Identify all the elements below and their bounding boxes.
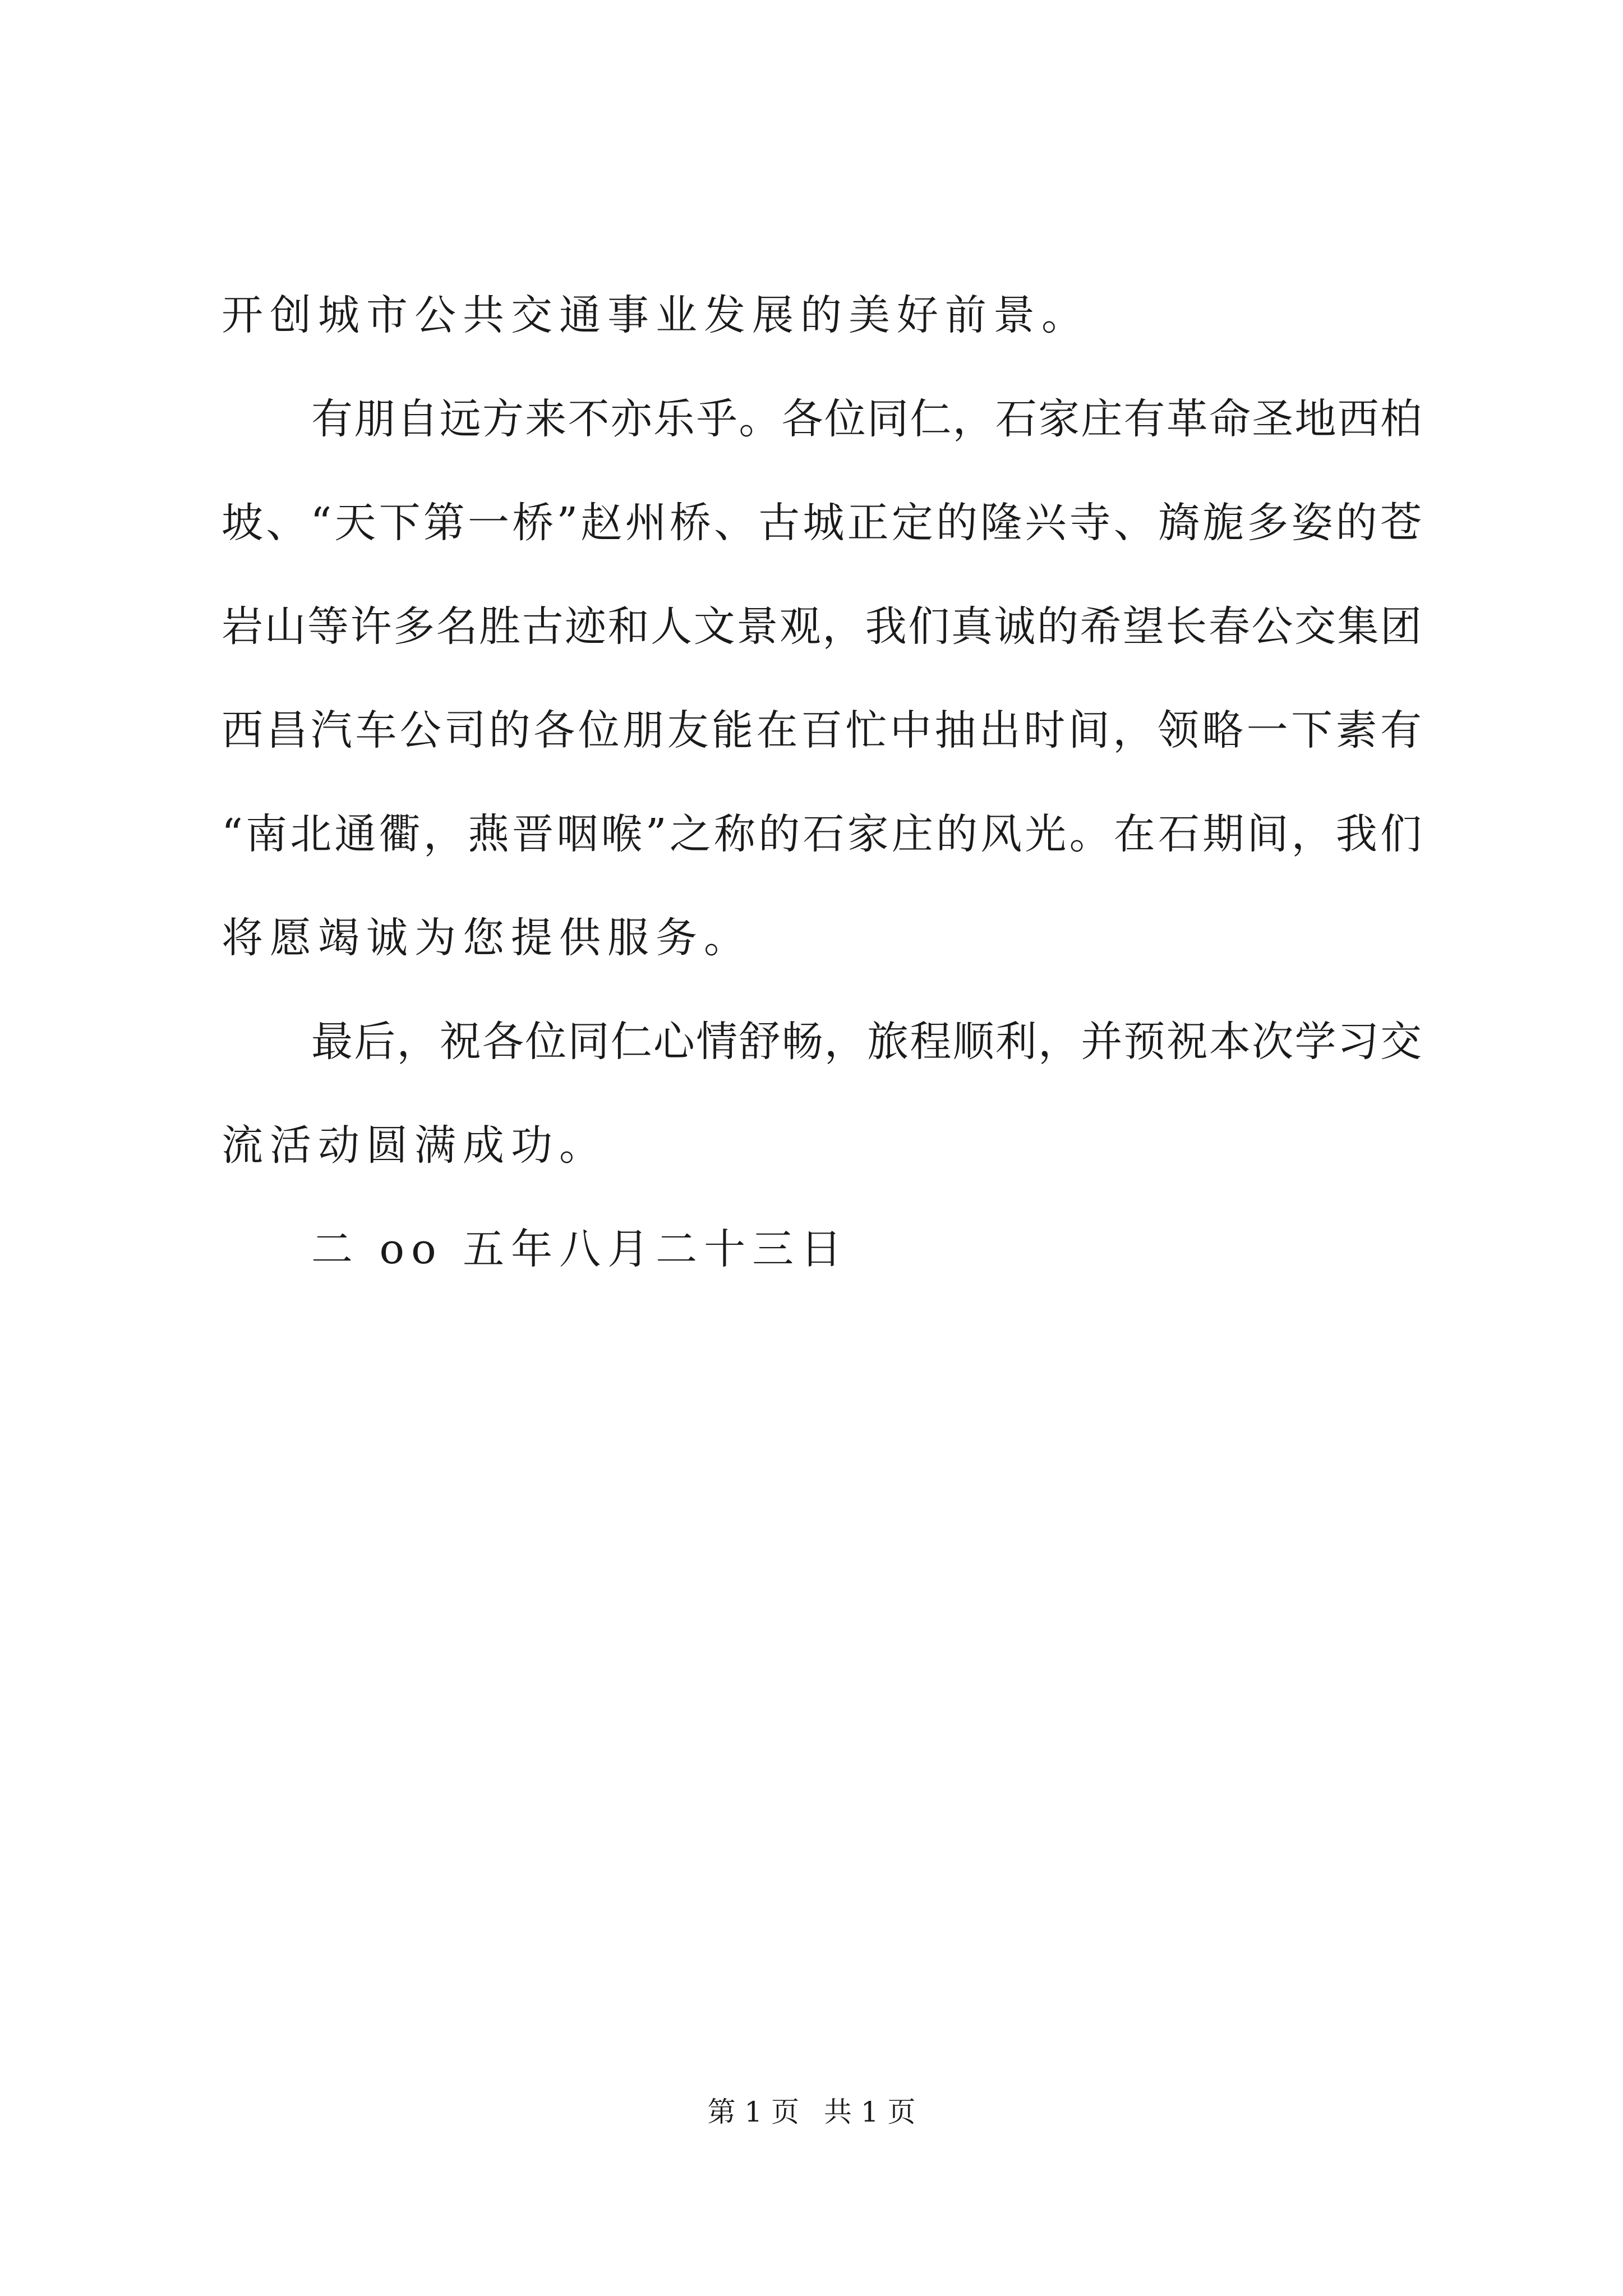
text-line: 最后，祝各位同仁心情舒畅，旅程顺利，并预祝本次学习交 (311, 1018, 1422, 1066)
text-line: 西昌汽车公司的各位朋友能在百忙中抽出时间，领略一下素有 (222, 706, 1422, 754)
document-body (222, 264, 1422, 1301)
date-line: 二 oo 五年八月二十三日 (311, 1225, 849, 1273)
text-line: 岩山等许多名胜古迹和人文景观，我们真诚的希望长春公交集团 (222, 602, 1422, 651)
text-line: 有朋自远方来不亦乐乎。各位同仁，石家庄有革命圣地西柏 (311, 395, 1422, 443)
text-line: “南北通衢，燕晋咽喉”之称的石家庄的风光。在石期间，我们 (222, 810, 1422, 858)
page-total: 共 1 页 (823, 2096, 916, 2128)
text-line: 开创城市公共交通事业发展的美好前景。 (222, 291, 1090, 339)
text-line: 坡、“天下第一桥”赵州桥、古城正定的隆兴寺、旖旎多姿的苍 (222, 499, 1422, 547)
page-footer (0, 2092, 1623, 2132)
text-line: 流活动圆满成功。 (222, 1121, 607, 1170)
text-line: 将愿竭诚为您提供服务。 (222, 914, 752, 962)
page-number: 第 1 页 (707, 2096, 800, 2128)
